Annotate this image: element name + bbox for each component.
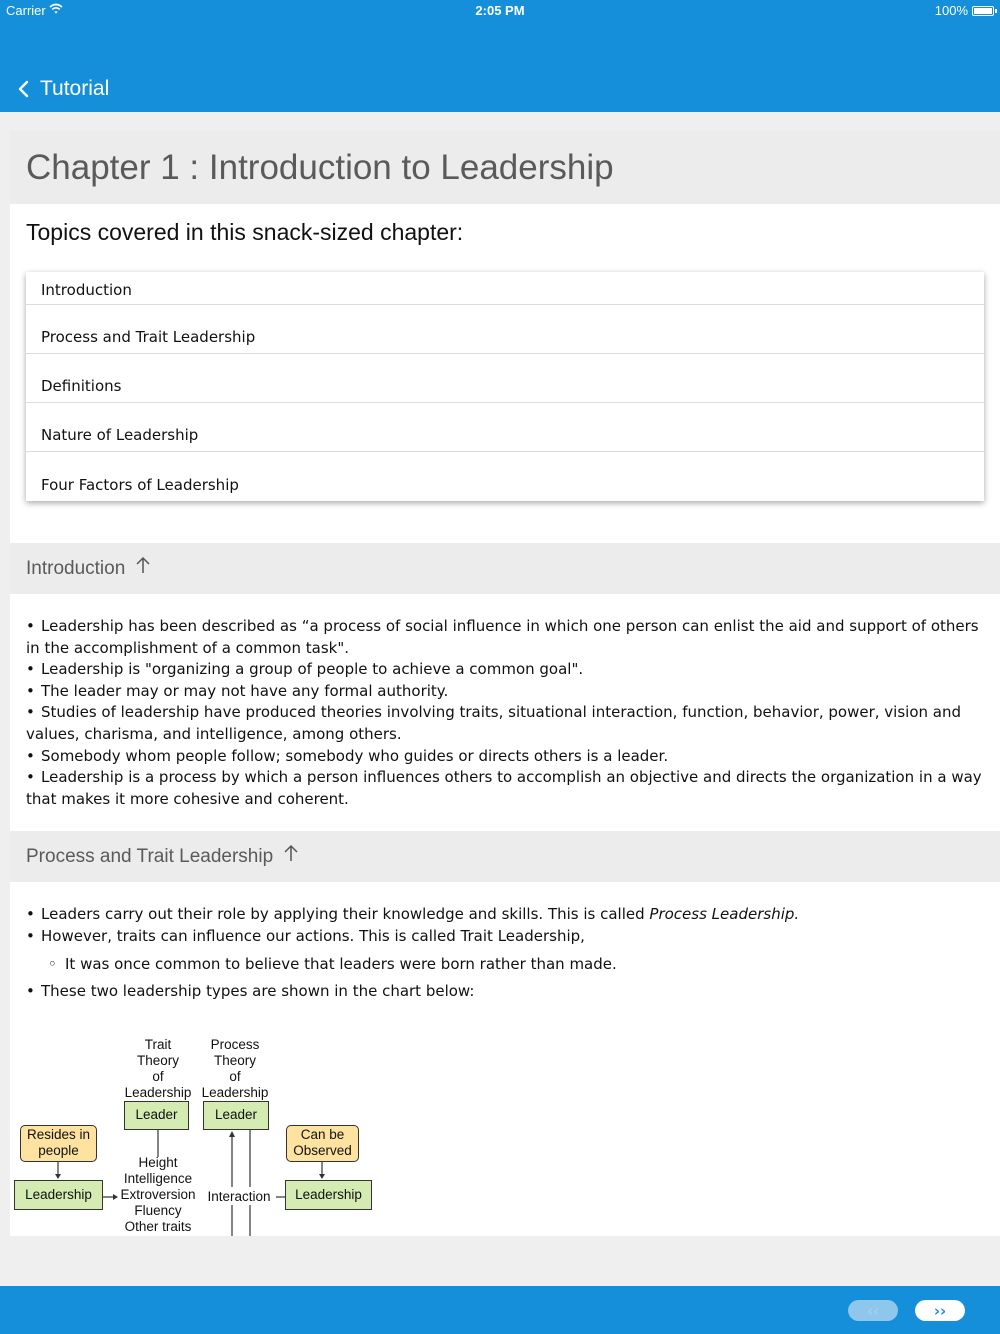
- process-theory-header: Process Theory of Leadership: [201, 1036, 269, 1100]
- topic-item-four-factors[interactable]: Four Factors of Leadership: [41, 476, 239, 494]
- section-title: Process and Trait Leadership: [26, 845, 274, 867]
- list-item: • However, traits can influence our actions. This is called Trait Leadership, ◦ It was once common to believe that leaders were born rather than made.: [26, 926, 984, 975]
- list-item: • These two leadership types are shown in the chart below:: [26, 982, 475, 1001]
- arrow-up-icon[interactable]: [283, 844, 299, 862]
- chevron-left-icon: [14, 78, 34, 100]
- topics-heading: Topics covered in this snack-sized chapter:: [26, 219, 464, 245]
- can-be-observed-box: Can be Observed: [286, 1125, 359, 1162]
- sub-list: [48, 954, 984, 976]
- resides-in-people-box: Resides in people: [20, 1125, 97, 1162]
- section-header-process-trait: [10, 831, 1000, 882]
- topic-list: [26, 272, 984, 501]
- process-leader-box: Leader: [203, 1101, 269, 1130]
- introduction-bullets: [10, 616, 1000, 810]
- list-item: • Leadership is "organizing a group of people to achieve a common goal".: [26, 660, 584, 679]
- chapter-title: Chapter 1 : Introduction to Leadership: [26, 147, 614, 187]
- arrow-up-icon[interactable]: [135, 556, 151, 574]
- battery-icon: [972, 6, 994, 16]
- list-item: ◦ It was once common to believe that leaders were born rather than made.: [48, 954, 617, 973]
- trait-leader-box: Leader: [124, 1101, 189, 1130]
- topic-item-nature[interactable]: Nature of Leadership: [26, 403, 984, 452]
- carrier-label: Carrier: [6, 3, 46, 18]
- chapter-header: [10, 131, 1000, 204]
- list-item: • Somebody whom people follow; somebody who guides or directs others is a leader.: [26, 746, 669, 765]
- list-item: • Leadership is a process by which a person influences others to accomplish an objective and directs the organization in a way that makes it more cohesive and coherent.: [26, 768, 982, 808]
- trait-leadership-box: Leadership: [14, 1180, 103, 1210]
- process-leadership-box: Leadership: [285, 1180, 372, 1210]
- process-trait-bullets: [10, 904, 1000, 1002]
- section-title: Introduction: [26, 557, 126, 579]
- bottom-toolbar: [0, 1286, 1000, 1334]
- content-gap: [0, 1236, 1000, 1286]
- back-label: Tutorial: [40, 77, 110, 100]
- battery-percent: 100%: [934, 3, 968, 18]
- clock: 2:05 PM: [475, 3, 525, 18]
- traits-list: Height Intelligence Extroversion Fluency Other traits: [120, 1154, 196, 1234]
- previous-page-button[interactable]: ‹‹: [848, 1300, 898, 1321]
- next-page-button[interactable]: ››: [915, 1300, 965, 1321]
- navigation-bar: [0, 0, 1000, 112]
- interaction-label: Interaction: [202, 1189, 276, 1205]
- section-header-introduction: [10, 543, 1000, 594]
- topic-item-introduction[interactable]: Introduction: [26, 272, 984, 305]
- leadership-diagram: [10, 1037, 390, 1236]
- list-item: • The leader may or may not have any formal authority.: [26, 681, 449, 700]
- status-bar: [0, 0, 1000, 22]
- trait-theory-header: Trait Theory of Leadership: [124, 1036, 192, 1100]
- list-item: • Leadership has been described as “a process of social influence in which one person can enlist the aid and support of others in the accomplishment of a common task".: [26, 617, 979, 657]
- list-item: • Studies of leadership have produced theories involving traits, situational interaction, function, behavior, power, vision and values, charisma, and intelligence, among others.: [26, 703, 962, 743]
- topic-item-definitions[interactable]: Definitions: [26, 354, 984, 403]
- list-item: • Leaders carry out their role by applying their knowledge and skills. This is called Process Leadership.: [26, 905, 800, 924]
- topic-item-process-trait[interactable]: Process and Trait Leadership: [26, 305, 984, 354]
- chapter-content[interactable]: [10, 131, 1000, 1236]
- back-button[interactable]: [14, 72, 109, 106]
